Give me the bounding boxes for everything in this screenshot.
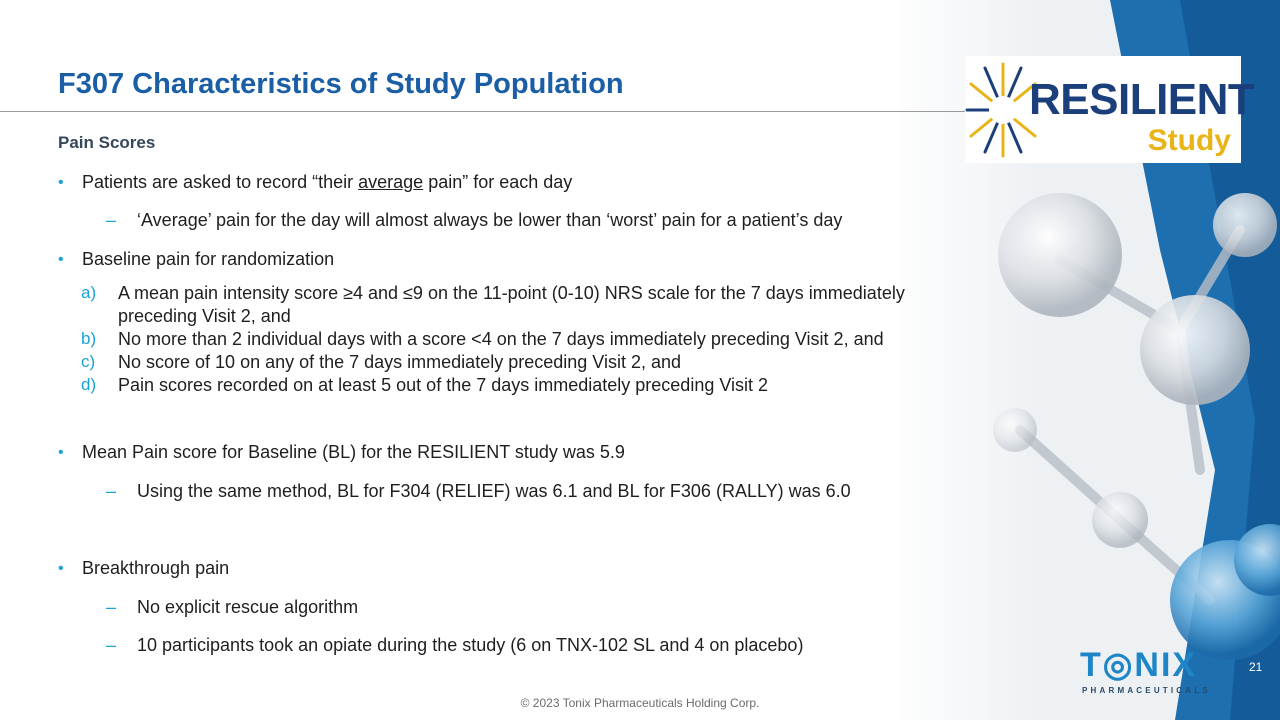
- letter-marker-d: d): [81, 375, 97, 394]
- letter-marker-b: b): [81, 329, 97, 348]
- sub-bullet-opiate: 10 participants took an opiate during the study (6 on TNX-102 SL and 4 on placebo): [137, 635, 804, 655]
- sub-bullet-average-pain: ‘Average’ pain for the day will almost always be lower than ‘worst’ pain for a patient’s day: [137, 210, 843, 230]
- slide-title: F307 Characteristics of Study Population: [58, 68, 624, 100]
- criterion-c: No score of 10 on any of the 7 days immediately preceding Visit 2, and: [118, 352, 681, 372]
- criterion-d: Pain scores recorded on at least 5 out of the 7 days immediately preceding Visit 2: [118, 375, 769, 395]
- title-divider: [0, 111, 965, 112]
- logo-wordmark: RESILIENT: [1029, 75, 1255, 124]
- section-subheading: Pain Scores: [58, 133, 156, 152]
- bullet-baseline-pain: Baseline pain for randomization: [82, 249, 335, 269]
- bullet-mean-pain-score: Mean Pain score for Baseline (BL) for the RESILIENT study was 5.9: [82, 442, 625, 462]
- page-number: 21: [1249, 660, 1263, 674]
- bullet-breakthrough-pain: Breakthrough pain: [82, 558, 230, 578]
- bullet-marker: •: [58, 174, 64, 191]
- bullet-marker: •: [58, 560, 64, 577]
- tonix-subtitle: PHARMACEUTICALS: [1082, 686, 1211, 695]
- dash-marker: –: [106, 635, 117, 655]
- tonix-wordmark: T◎NIX: [1080, 646, 1198, 684]
- bullet-marker: •: [58, 251, 64, 268]
- sub-bullet-no-rescue: No explicit rescue algorithm: [137, 597, 359, 617]
- sub-bullet-same-method: Using the same method, BL for F304 (RELIEF) was 6.1 and BL for F306 (RALLY) was 6.0: [137, 481, 851, 501]
- copyright-footer: © 2023 Tonix Pharmaceuticals Holding Corp.: [520, 696, 760, 710]
- dash-marker: –: [106, 210, 117, 230]
- dash-marker: –: [106, 597, 117, 617]
- letter-marker-a: a): [81, 283, 97, 302]
- bullet-patients-record: [82, 171, 572, 193]
- logo-subtitle: Study: [1147, 124, 1231, 157]
- letter-marker-c: c): [81, 352, 96, 371]
- resilient-study-logo: [965, 56, 1255, 163]
- dash-marker: –: [106, 481, 117, 501]
- bullet-text: pain” for each day: [423, 172, 573, 192]
- criterion-b: No more than 2 individual days with a score <4 on the 7 days immediately preceding Visit 2, and: [118, 329, 884, 349]
- underlined-word: average: [358, 172, 424, 192]
- criterion-a-line1: A mean pain intensity score ≥4 and ≤9 on the 11-point (0-10) NRS scale for the 7 days immediately: [118, 283, 905, 303]
- bullet-text: Patients are asked to record “their: [82, 172, 359, 192]
- criterion-a-line2: preceding Visit 2, and: [118, 306, 291, 326]
- tonix-logo: [1080, 648, 1210, 696]
- bullet-marker: •: [58, 444, 64, 461]
